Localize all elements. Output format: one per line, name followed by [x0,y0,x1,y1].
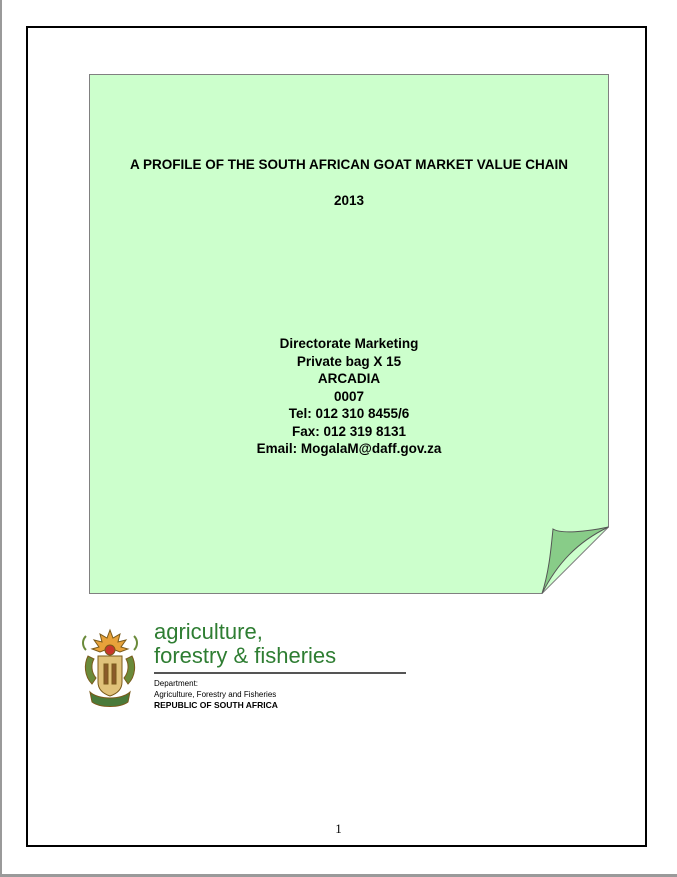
logo-divider [154,672,406,674]
department-details [154,678,278,711]
contact-line: Tel: 012 310 8455/6 [288,406,410,421]
department-logo [78,619,378,716]
contact-line: Directorate Marketing [279,336,419,351]
wordmark-line: forestry & fisheries [154,643,337,668]
page-edge-left [0,0,2,877]
contact-line: Private bag X 15 [296,353,402,369]
contact-line: 0007 [333,388,365,404]
folded-note-shape [89,74,609,594]
contact-line: Fax: 012 319 8131 [291,423,407,439]
department-label: Department: [154,679,199,688]
contact-line: ARCADIA [317,371,381,386]
document-year: 2013 [333,193,365,208]
contact-email: Email: MogalaM@daff.gov.za [256,441,442,456]
page-number: 1 [335,821,342,836]
department-wordmark [154,620,336,668]
document-title: A PROFILE OF THE SOUTH AFRICAN GOAT MARKET VALUE CHAIN [130,157,568,172]
wordmark-line: agriculture, [154,619,263,644]
country-name: REPUBLIC OF SOUTH AFRICA [154,700,278,710]
cover-note [89,74,609,594]
contact-address [89,335,609,458]
coat-of-arms-icon [78,626,142,710]
department-full-name: Agriculture, Forestry and Fisheries [154,690,277,699]
